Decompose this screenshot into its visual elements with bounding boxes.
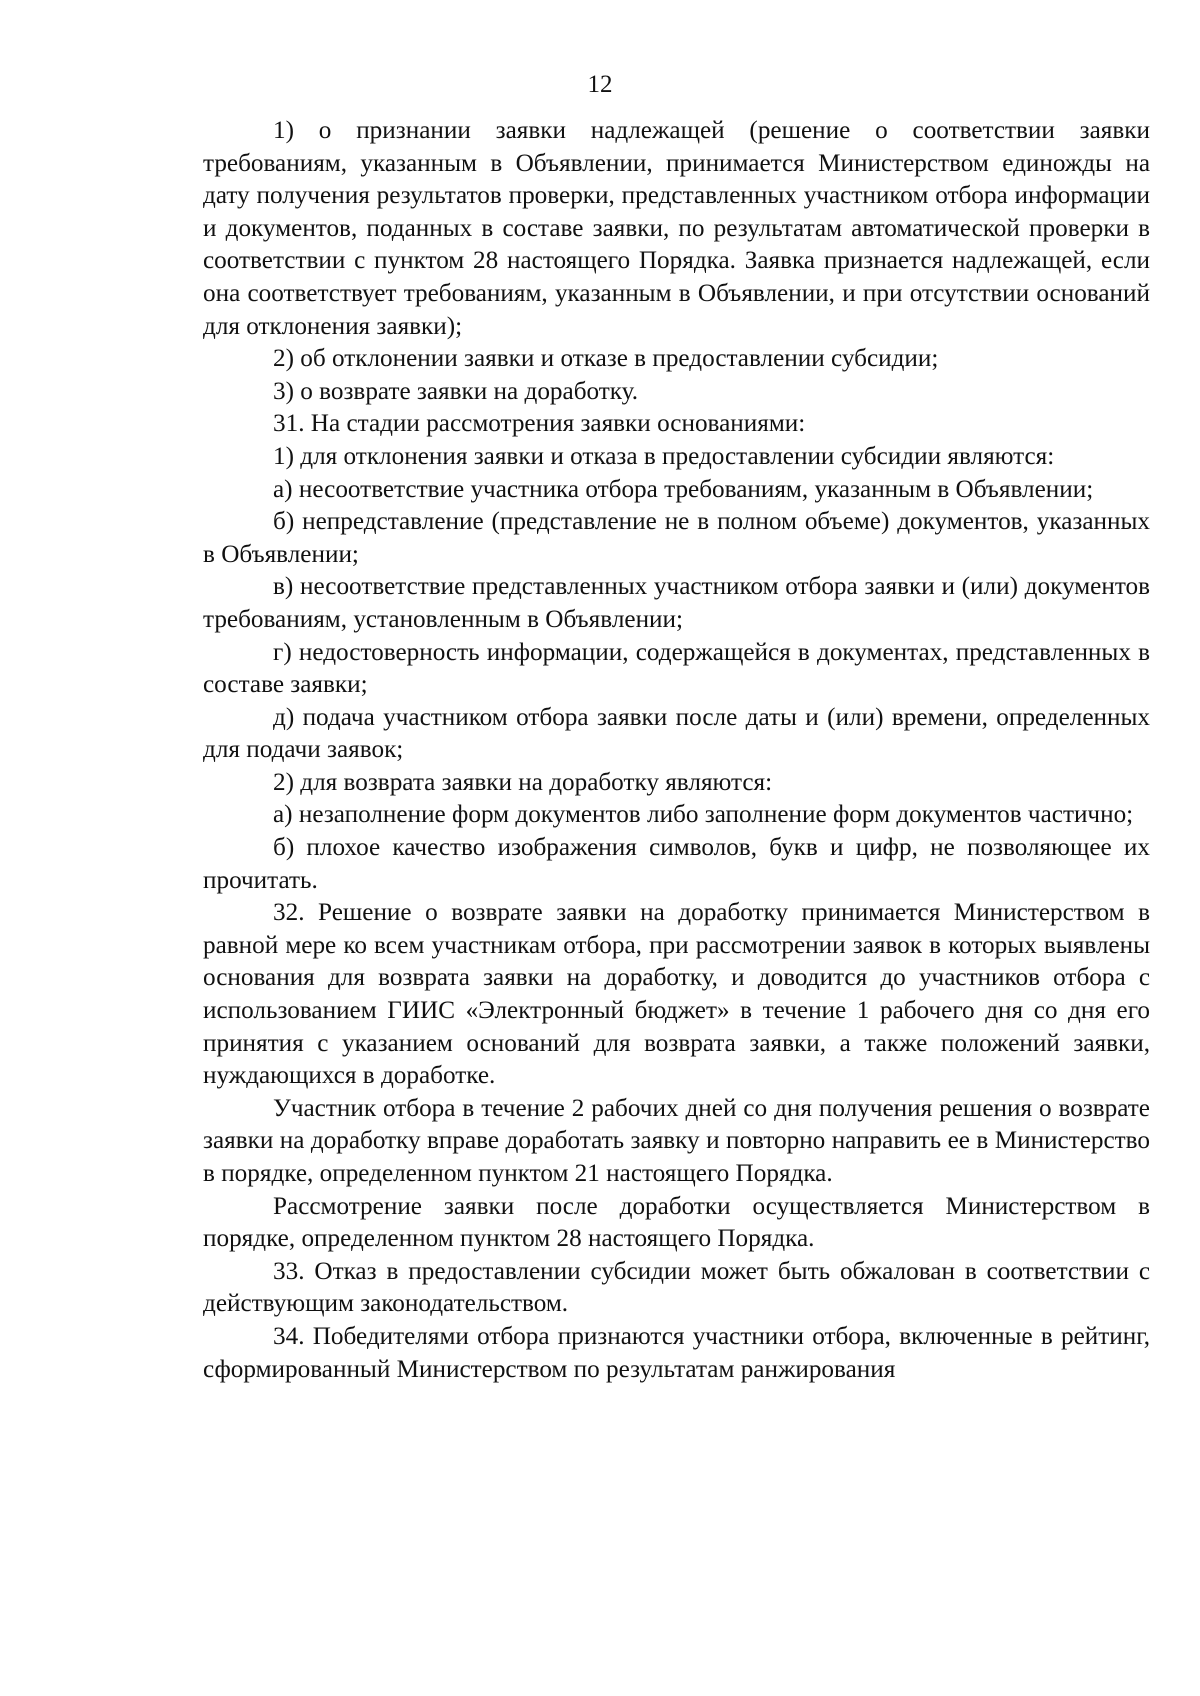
paragraph-subitem-b: б) непредставление (представление не в полном объеме) документов, указанных в Объявлении;: [203, 508, 1150, 568]
paragraph-subitem-v: в) несоответствие представленных участником отбора заявки и (или) документов требованиям, установленным в Объявлении;: [203, 573, 1150, 633]
paragraph-subitem-b-return: б) плохое качество изображения символов, букв и цифр, не позволяющее их прочитать.: [203, 834, 1150, 894]
paragraph-clause-31: 31. На стадии рассмотрения заявки основаниями:: [273, 410, 806, 438]
paragraph-clause-32: 32. Решение о возврате заявки на доработку принимается Министерством в равной мере ко всем участникам отбора, при рассмотрении заявок в которых выявлены основания для возврата заявки на доработку, и доводится до участников отбора с использованием ГИИС «Электронный бюджет» в течение 1 рабочего дня со дня его принятия с указанием оснований для возврата заявки, а также положений заявки, нуждающихся в доработке.: [203, 899, 1150, 1090]
paragraph-subitem-g: г) недостоверность информации, содержащейся в документах, представленных в составе заявки;: [203, 638, 1150, 699]
paragraph-clause-34: 34. Победителями отбора признаются участники отбора, включенные в рейтинг, сформированный Министерством по результатам ранжирования: [203, 1322, 1150, 1383]
paragraph-subitem-a: а) несоответствие участника отбора требованиям, указанным в Объявлении;: [273, 475, 1094, 503]
paragraph-subitem-a-return: а) незаполнение форм документов либо заполнение форм документов частично;: [273, 801, 1134, 829]
paragraph-clause-33: 33. Отказ в предоставлении субсидии может быть обжалован в соответствии с действующим законодательством.: [203, 1257, 1150, 1318]
paragraph-clause-31-item-1: 1) для отклонения заявки и отказа в предоставлении субсидии являются:: [273, 442, 1055, 470]
paragraph-subitem-d: д) подача участником отбора заявки после даты и (или) времени, определенных для подачи заявок;: [203, 703, 1150, 764]
paragraph-clause-32-review: Рассмотрение заявки после доработки осуществляется Министерством в порядке, определенном пунктом 28 настоящего Порядка.: [203, 1192, 1150, 1253]
paragraph-item-3-return: 3) о возврате заявки на доработку.: [273, 377, 639, 405]
document-body: [203, 115, 1150, 1386]
paragraph-clause-32-participant: Участник отбора в течение 2 рабочих дней со дня получения решения о возврате заявки на доработку вправе доработать заявку и повторно направить ее в Министерство в порядке, определенном пунктом 21 настоящего Порядка.: [203, 1094, 1150, 1187]
paragraph-item-1-recognition: 1) о признании заявки надлежащей (решение о соответствии заявки требованиям, указанным в Объявлении, принимается Министерством единожды на дату получения результатов проверки, представленных участником отбора информации и документов, поданных в составе заявки, по результатам автоматической проверки в соответствии с пунктом 28 настоящего Порядка. Заявка признается надлежащей, если она соответствует требованиям, указанным в Объявлении, и при отсутствии оснований для отклонения заявки);: [203, 117, 1150, 340]
paragraph-clause-31-item-2: 2) для возврата заявки на доработку являются:: [273, 768, 773, 796]
paragraph-item-2-rejection: 2) об отклонении заявки и отказе в предоставлении субсидии;: [273, 345, 939, 373]
page-number: 12: [587, 71, 613, 98]
